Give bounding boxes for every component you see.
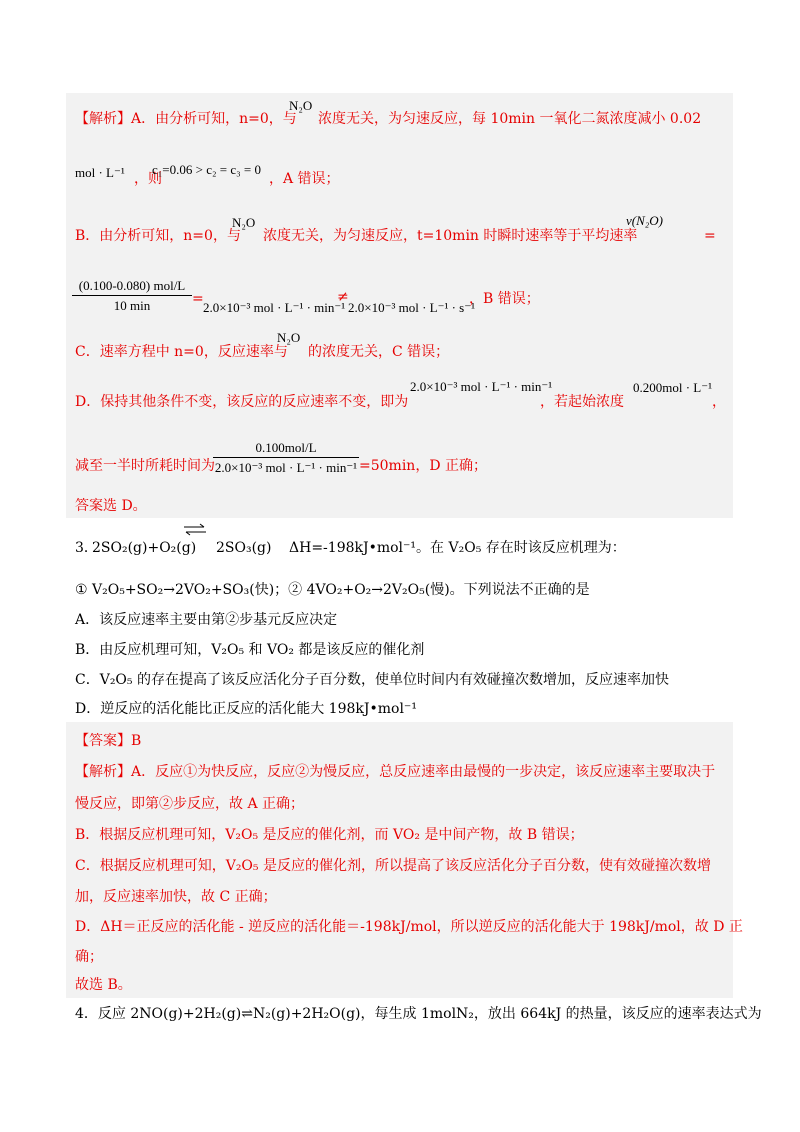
n2o-formula-c: N₂O [277,330,301,345]
rate-v-n2o: v(N₂O) [626,213,664,228]
q2-d-comma: ， [712,394,726,410]
fraction-b [72,278,192,314]
q2-b-end: ，B 错误； [469,291,540,307]
q3-analysis-8: 故选 B。 [75,977,132,993]
q3-option-c: C．V₂O₅ 的存在提高了该反应活化分子百分数，使单位时间内有效碰撞次数增加，反应速率加快 [75,672,669,688]
q3-option-d: D．逆反应的活化能比正反应的活化能大 198kJ•mol⁻¹ [75,701,417,717]
fraction-d-denominator: 2.0×10⁻³ mol · L⁻¹ · min⁻¹ [214,460,358,475]
q2-c-line: C．速率方程中 n=0，反应速率与 [75,344,288,360]
q3-option-a: A．该反应速率主要由第②步基元反应决定 [75,612,338,628]
q3-eq-left: 2SO₂(g)+O₂(g) [92,540,197,556]
q2-a-end: ，A 错误； [269,171,340,187]
concentration-inequality: c₁=0.06 > c₂ = c₃ = 0 [152,162,261,177]
q2-d-line: D．保持其他条件不变，该反应的反应速率不变，即为 [75,394,409,410]
not-equal: ≠ [337,289,349,305]
q3-analysis-4: C．根据反应机理可知，V₂O₅ 是反应的催化剂，所以提高了该反应活化分子百分数，使有效碰撞次数增 [75,858,711,874]
q3-mechanism: ① V₂O₅+SO₂→2VO₂+SO₃(快)；② 4VO₂+O₂→2V₂O₅(慢)。下列说法不正确的是 [75,582,590,598]
q3-number: 3． [75,540,98,556]
q2-d-line-2: ，若起始浓度 [540,394,624,410]
q2-answer: 答案选 D。 [75,498,147,514]
fraction-b-numerator: (0.100-0.080) mol/L [72,278,192,296]
q2-c-line-2: 的浓度无关，C 错误； [308,344,450,360]
q2-b-line: B．由分析可知，n=0，与 [75,228,241,244]
q2-b-mid: = [192,291,204,307]
q2-a-then: ，则 [134,171,162,187]
q3-answer: 【答案】B [75,733,142,749]
rate-value-d: 2.0×10⁻³ mol · L⁻¹ · min⁻¹ [410,379,553,394]
q3-analysis-1: 【解析】A．反应①为快反应，反应②为慢反应，总反应速率由最慢的一步决定，该反应速率主要取决于 [75,764,716,780]
q4-text: 4．反应 2NO(g)+2H₂(g)⇌N₂(g)+2H₂O(g)，每生成 1molN₂，放出 664kJ 的热量，该反应的速率表达式为 [75,1006,762,1022]
q3-analysis-2: 慢反应，即第②步反应，故 A 正确； [75,796,305,812]
q3-analysis-6: D．ΔH＝正反应的活化能 - 逆反应的活化能＝-198kJ/mol，所以逆反应的活化能大于 198kJ/mol，故 D 正 [75,919,743,935]
q3-analysis-5: 加，反应速率加快，故 C 正确； [75,889,277,905]
rate-value-min: 2.0×10⁻³ mol · L⁻¹ · min⁻¹ [203,300,346,315]
q2-b-line-2: 浓度无关，为匀速反应，t=10min 时瞬时速率等于平均速率 [263,228,638,244]
unit-mol-l: mol · L⁻¹ [75,165,125,180]
q3-option-b: B．由反应机理可知，V₂O₅ 和 VO₂ 都是该反应的催化剂 [75,642,425,658]
fraction-d-numerator: 0.100mol/L [213,440,359,458]
q2-b-eq: = [704,228,716,244]
q2-a-line-2: 浓度无关，为匀速反应，每 10min 一氧化二氮浓度减小 0.02 [318,111,702,127]
q2-d-result: =50min，D 正确； [359,458,487,474]
initial-concentration: 0.200mol · L⁻¹ [633,380,713,395]
q2-a-line: 【解析】A．由分析可知，n=0，与 [75,111,297,127]
fraction-b-denominator: 10 min [113,298,151,313]
reversible-arrow-icon [182,522,208,538]
analysis-label: 【解析】 [75,111,131,127]
q2-d-line-3: 减至一半时所耗时间为 [75,458,215,474]
q3-analysis-3: B．根据反应机理可知，V₂O₅ 是反应的催化剂，而 VO₂ 是中间产物，故 B 错误； [75,827,584,843]
q3-analysis-7: 确； [75,949,103,965]
q3-eq-right: 2SO₃(g) [216,540,272,556]
n2o-formula: N₂O [289,98,313,113]
q3-delta-h: ΔH=-198kJ•mol⁻¹。在 V₂O₅ 存在时该反应机理为： [289,540,626,556]
n2o-formula-b: N₂O [232,215,256,230]
rate-value-sec: 2.0×10⁻³ mol · L⁻¹ · s⁻¹ [348,300,475,315]
fraction-d [213,440,359,476]
